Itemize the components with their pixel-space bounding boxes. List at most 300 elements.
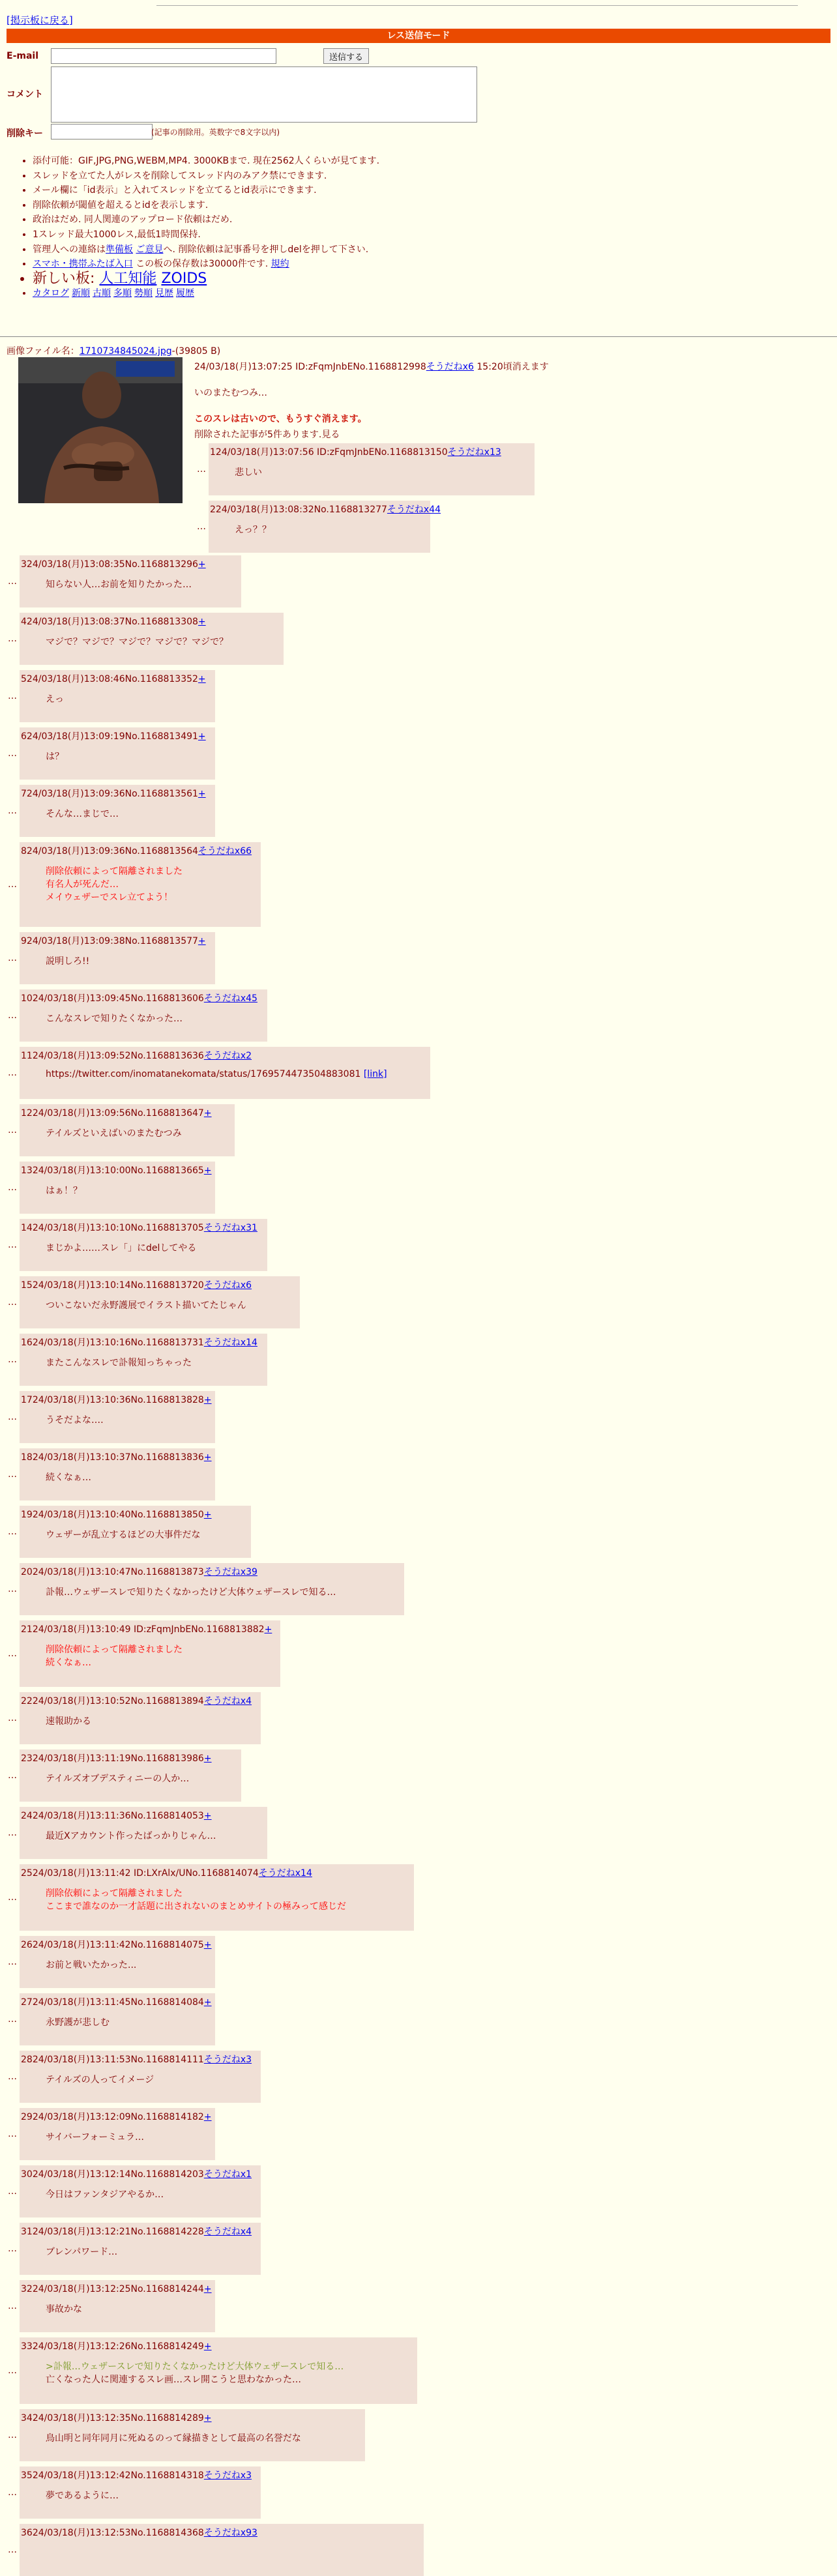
sodane-link[interactable]: そうだねx4 [203, 1696, 252, 1706]
reply-timestamp: 24/03/18(月)13:08:46No.1168813352 [26, 674, 198, 684]
reply-ellipsis: … [8, 576, 17, 587]
reply-timestamp: 24/03/18(月)13:10:47No.1168813873 [32, 1567, 204, 1577]
reply-body [46, 2073, 154, 2086]
reply-header [21, 1164, 212, 1177]
reply-number: 16 [21, 1338, 33, 1348]
sodane-link[interactable]: + [203, 1108, 212, 1119]
reply-ellipsis: … [8, 2487, 17, 2498]
reply-timestamp: 24/03/18(月)13:12:21No.1168814228 [32, 2227, 204, 2237]
sodane-link[interactable]: そうだねx3 [203, 2470, 252, 2481]
rule-item: • スレッドを立てた人がレスを削除してスレッド内のみアク禁にできます. [33, 169, 750, 184]
reply-post [20, 1391, 215, 1443]
reply-header [21, 2468, 252, 2481]
reply-post [20, 1864, 414, 1931]
email-label: E-mail [7, 51, 39, 61]
reply-post [20, 1993, 215, 2045]
sodane-link[interactable]: そうだねx14 [258, 1868, 312, 1879]
sodane-link[interactable]: + [203, 1395, 212, 1405]
reply-line: うそだよな‥‥ [46, 1415, 104, 1426]
reply-timestamp: 24/03/18(月)13:09:45No.1168813606 [32, 993, 204, 1004]
keep-count-text: この板の保存数は30000件です. [136, 259, 269, 270]
reply-ellipsis: … [8, 691, 17, 701]
external-link[interactable]: [link] [363, 1069, 387, 1079]
reply-body [46, 2245, 117, 2258]
sodane-link[interactable]: + [264, 1624, 272, 1635]
rule-item-mobile [33, 257, 750, 272]
reply-line: えっ？？ [235, 525, 271, 535]
view-history-link[interactable]: 見歴 [155, 288, 173, 299]
reply-post [20, 1563, 404, 1615]
catalog-link[interactable]: カタログ [33, 288, 69, 299]
reply-post [20, 2165, 261, 2217]
reply-post [20, 555, 241, 607]
reply-ellipsis: … [8, 1713, 17, 1723]
reply-body [46, 2302, 82, 2315]
reply-number: 3 [21, 559, 27, 570]
reply-line: えっ [46, 694, 64, 705]
reply-body [46, 1069, 387, 1079]
sodane-link[interactable]: そうだねx31 [203, 1223, 257, 1233]
reply-header [21, 2526, 257, 2539]
reply-post [20, 2280, 215, 2332]
sodane-link[interactable]: + [203, 1510, 212, 1520]
reply-timestamp: 24/03/18(月)13:09:36No.1168813564 [26, 846, 198, 856]
reply-line: 事故かな [46, 2304, 82, 2315]
reply-header [21, 844, 252, 857]
email-field[interactable] [51, 48, 276, 64]
reply-timestamp: 24/03/18(月)13:12:53No.1168814368 [32, 2528, 204, 2538]
sodane-link[interactable]: + [203, 1997, 212, 2008]
board-rules [16, 154, 750, 301]
sodane-link[interactable]: そうだねx39 [203, 1567, 257, 1577]
reply-post [20, 2223, 261, 2275]
reply-line: ここまで誰なのか一才話題に出されないのまとめサイトの極みって感じだ [46, 1901, 347, 1912]
reply-header [21, 1938, 212, 1951]
sodane-link[interactable]: + [203, 2284, 212, 2294]
reply-timestamp: 24/03/18(月)13:10:16No.1168813731 [32, 1338, 204, 1348]
reply-post [20, 1620, 280, 1687]
reply-body [46, 2015, 110, 2028]
reply-ellipsis: … [8, 1354, 17, 1365]
reply-body [46, 1528, 200, 1541]
reply-line: ブレンパワード… [46, 2247, 118, 2257]
reply-post [20, 1448, 215, 1500]
reply-number: 19 [21, 1510, 33, 1520]
reply-ellipsis: … [8, 1125, 17, 1135]
reply-timestamp: 24/03/18(月)13:08:35No.1168813296 [26, 559, 198, 570]
reply-post [20, 727, 215, 780]
reply-post [20, 2524, 424, 2576]
reply-post [20, 1334, 267, 1386]
reply-number: 10 [21, 993, 33, 1004]
reply-number: 1 [210, 447, 216, 458]
reply-header [21, 2167, 252, 2180]
sodane-link[interactable]: + [203, 1452, 212, 1463]
reply-number: 22 [21, 1696, 33, 1706]
reply-number: 2 [210, 505, 216, 515]
reply-line: https://twitter.com/inomatanekomata/status/1769574473504883081 [link] [46, 1069, 387, 1079]
reply-timestamp: 24/03/18(月)13:09:56No.1168813647 [32, 1108, 204, 1119]
reply-timestamp: 24/03/18(月)13:12:09No.1168814182 [32, 2112, 204, 2122]
reply-post [20, 785, 215, 837]
reply-timestamp: 24/03/18(月)13:12:35No.1168814289 [32, 2413, 204, 2423]
reply-ellipsis: … [8, 879, 17, 890]
reply-post [20, 1219, 267, 1271]
reply-post [20, 2051, 261, 2103]
reply-post [20, 1807, 267, 1859]
reply-number: 33 [21, 2341, 33, 2352]
reply-line: まじかよ……スレ「」にdelしてやる [46, 1243, 197, 1253]
reply-ellipsis: … [8, 1182, 17, 1193]
reply-timestamp: 24/03/18(月)13:07:56 ID:zFqmJnbENo.1168813150 [215, 447, 448, 458]
reply-ellipsis: … [8, 1770, 17, 1781]
reply-ellipsis: … [8, 634, 17, 644]
reply-timestamp: 24/03/18(月)13:10:37No.1168813836 [32, 1452, 204, 1463]
reply-line: またこんなスレで訃報知っちゃった [46, 1358, 192, 1368]
reply-timestamp: 24/03/18(月)13:11:42 ID:LXrAlx/UNo.1168814074 [32, 1868, 259, 1879]
reply-line: メイウェザーでスレ立てよう！ [46, 892, 173, 903]
mobile-entry-link[interactable]: スマホ・携帯ふたば入口 [33, 259, 133, 270]
reply-timestamp: 24/03/18(月)13:11:36No.1168814053 [32, 1811, 204, 1821]
sodane-link[interactable]: + [203, 2112, 212, 2122]
sodane-link[interactable]: + [203, 1165, 212, 1176]
reply-body [46, 1413, 104, 1426]
reply-post [20, 2337, 417, 2404]
op-deleted-notice: 削除された記事が5件あります.見る [194, 430, 340, 440]
rule-item: • 削除依頼が閾値を超えるとidを表示します. [33, 198, 750, 213]
comment-field[interactable] [51, 66, 477, 123]
reply-header [21, 1809, 212, 1822]
reply-post [20, 842, 261, 927]
reply-timestamp: 24/03/18(月)13:12:14No.1168814203 [32, 2169, 204, 2180]
rule-contact-text: 管理人への連絡は [33, 244, 106, 255]
sodane-link[interactable]: そうだねx14 [203, 1338, 257, 1348]
reply-line: テイルズといえばいのまたむつみ [46, 1128, 182, 1139]
new-boards-label: 新しい板: [33, 270, 95, 287]
sodane-link[interactable]: + [203, 2341, 212, 2352]
reply-number: 26 [21, 1940, 33, 1950]
reply-ellipsis: … [8, 1297, 17, 1308]
reply-ellipsis: … [8, 953, 17, 963]
reply-ellipsis: … [8, 2244, 17, 2254]
reply-number: 34 [21, 2413, 33, 2423]
reply-number: 32 [21, 2284, 33, 2294]
sodane-link[interactable]: + [203, 1753, 212, 1764]
reply-header [21, 1866, 312, 1879]
sodane-link[interactable]: そうだねx13 [447, 447, 501, 458]
sort-new-link[interactable]: 新順 [72, 288, 90, 299]
reply-timestamp: 24/03/18(月)13:09:38No.1168813577 [26, 936, 198, 946]
op-expire-warning: このスレは古いので、もうすぐ消えます。 [194, 414, 367, 424]
reply-line: 説明しろ!! [46, 956, 90, 967]
reply-post [20, 1276, 300, 1328]
reply-line: 続くなぁ… [46, 1658, 91, 1668]
reply-body [46, 2431, 301, 2444]
reply-header [21, 729, 206, 742]
reply-number: 24 [21, 1811, 33, 1821]
feedback-link[interactable]: ご意見 [136, 244, 164, 255]
reply-line: は？ [46, 752, 64, 762]
reply-header [21, 934, 206, 947]
reply-number: 18 [21, 1452, 33, 1463]
reply-body [46, 2360, 344, 2386]
reply-line: 削除依頼によって隔離されました [46, 866, 183, 877]
send-button[interactable]: 送信する [323, 48, 369, 64]
reply-line: はぁ！？ [46, 1186, 82, 1196]
reply-post [20, 989, 267, 1042]
reply-line: サイバーフォーミュラ… [46, 2132, 145, 2143]
sodane-link[interactable]: + [198, 789, 206, 799]
reply-line: 削除依頼によって隔離されました [46, 1645, 183, 1655]
delete-key-field[interactable] [51, 124, 153, 139]
sodane-link[interactable]: そうだねx4 [203, 2227, 252, 2237]
sodane-link[interactable]: そうだねx1 [203, 2169, 252, 2180]
delete-key-label: 削除キー [7, 128, 43, 139]
reply-number: 14 [21, 1223, 33, 1233]
op-file-line [7, 344, 220, 357]
reply-ellipsis: … [8, 748, 17, 759]
reply-timestamp: 24/03/18(月)13:08:32No.1168813277 [215, 505, 387, 515]
reply-header [21, 1995, 212, 2008]
reply-number: 13 [21, 1165, 33, 1176]
reply-line: 亡くなった人に関連するスレ画…スレ開こうと思わなかった… [46, 2375, 301, 2385]
op-expire-time: 15:20頃消えます [477, 362, 549, 372]
reply-timestamp: 24/03/18(月)13:10:14No.1168813720 [32, 1280, 204, 1291]
sodane-link[interactable]: そうだねx2 [203, 1051, 252, 1061]
reply-post [20, 932, 215, 984]
reply-header [21, 1393, 212, 1406]
reply-number: 5 [21, 674, 27, 684]
reply-body [46, 1012, 183, 1025]
reply-line: テイルズオブデスティニーの人か… [46, 1774, 190, 1784]
reply-number: 11 [21, 1051, 33, 1061]
reply-header [21, 2339, 212, 2352]
reply-line: 速報助かる [46, 1716, 91, 1727]
reply-line: 永野護が悲しむ [46, 2017, 110, 2028]
reply-number: 31 [21, 2227, 33, 2237]
reply-body [235, 523, 271, 536]
reply-ellipsis: … [8, 806, 17, 816]
op-thumbnail-image[interactable] [18, 357, 183, 503]
reply-ellipsis: … [8, 1648, 17, 1659]
prep-board-link[interactable]: 準備板 [106, 244, 133, 255]
reply-header [21, 787, 206, 800]
reply-ellipsis: … [8, 1957, 17, 1967]
reply-body [46, 1126, 182, 1139]
reply-ellipsis: … [8, 2430, 17, 2440]
reply-line: 最近Xアカウント作ったばっかりじゃん… [46, 1831, 216, 1841]
reply-post [20, 613, 284, 665]
reply-header [21, 1049, 252, 1062]
sodane-link[interactable]: + [198, 617, 206, 627]
reply-timestamp: 24/03/18(月)13:12:26No.1168814249 [32, 2341, 204, 2352]
reply-post [20, 2466, 261, 2519]
back-to-board-link[interactable]: [掲示板に戻る] [7, 14, 73, 26]
sodane-link[interactable]: + [198, 674, 206, 684]
reply-header [21, 2110, 212, 2123]
reply-ellipsis: … [8, 1527, 17, 1537]
file-size: -(39805 B) [171, 346, 221, 357]
reply-ellipsis: … [197, 464, 206, 475]
reply-body [46, 1772, 189, 1785]
reply-mode-banner: レス送信モード [7, 29, 830, 43]
reply-number: 25 [21, 1868, 33, 1879]
reply-number: 8 [21, 846, 27, 856]
op-text: いのまたむつみ… [194, 388, 267, 398]
sodane-link[interactable]: そうだねx93 [203, 2528, 257, 2538]
new-boards [33, 272, 750, 287]
file-label: 画像ファイル名： [7, 346, 80, 357]
reply-post [209, 443, 535, 495]
reply-body [46, 807, 119, 820]
sodane-link[interactable]: + [198, 559, 206, 570]
reply-number: 9 [21, 936, 27, 946]
sodane-link[interactable]: そうだねx45 [203, 993, 257, 1004]
reply-number: 15 [21, 1280, 33, 1291]
reply-ellipsis: … [8, 2301, 17, 2311]
reply-post [20, 2108, 215, 2160]
sodane-link[interactable]: そうだねx6 [203, 1280, 252, 1291]
reply-header [21, 672, 206, 685]
reply-body [46, 1471, 91, 1484]
reply-line: ウェザーが乱立するほどの大事件だな [46, 1530, 201, 1540]
sodane-link[interactable]: + [198, 936, 206, 946]
reply-body [46, 954, 89, 967]
reply-body [46, 864, 183, 903]
reply-timestamp: 24/03/18(月)13:11:45No.1168814084 [32, 1997, 204, 2008]
reply-body [46, 750, 64, 763]
rule-item: • 1スレッド最大1000レス,最低1時間保持. [33, 227, 750, 242]
reply-line: >訃報…ウェザースレで知りたくなかったけど大体ウェザースレで知る… [46, 2362, 344, 2372]
sodane-link[interactable]: + [203, 1811, 212, 1821]
reply-header [21, 1751, 212, 1764]
reply-ellipsis: … [8, 1892, 17, 1903]
reply-header [21, 1278, 252, 1291]
reply-body [46, 2489, 119, 2502]
reply-header [210, 503, 441, 516]
reply-header [21, 1221, 257, 1234]
reply-number: 28 [21, 2055, 33, 2065]
op-header [194, 360, 549, 373]
reply-number: 20 [21, 1567, 33, 1577]
reply-line: 有名人が死んだ… [46, 879, 119, 890]
reply-number: 4 [21, 617, 27, 627]
reply-number: 17 [21, 1395, 33, 1405]
history-link[interactable]: 履歴 [176, 288, 194, 299]
reply-body [46, 1184, 82, 1197]
top-divider [156, 5, 798, 6]
reply-ellipsis: … [8, 2071, 17, 2082]
reply-line: マジで？マジで？マジで？マジで？マジで？ [46, 637, 228, 647]
rule-item: • メール欄に「id表示」と入れてスレッドを立てるとid表示にできます. [33, 183, 750, 198]
reply-body [46, 1585, 336, 1598]
reply-post [20, 1506, 251, 1558]
reply-header [21, 1508, 212, 1521]
reply-number: 12 [21, 1108, 33, 1119]
reply-post [20, 1104, 235, 1156]
reply-number: 35 [21, 2470, 33, 2481]
reply-timestamp: 24/03/18(月)13:10:40No.1168813850 [32, 1510, 204, 1520]
reply-body [46, 1643, 183, 1669]
sodane-link[interactable]: そうだねx3 [203, 2055, 252, 2065]
sodane-link[interactable]: + [203, 2413, 212, 2423]
catalog-links [33, 286, 750, 301]
rule-item: • 政治はだめ. 同人関連のアップロード依頼はだめ. [33, 212, 750, 227]
reply-body [46, 1356, 192, 1369]
reply-post [20, 1162, 215, 1214]
reply-body [46, 1829, 216, 1842]
reply-ellipsis: … [8, 2014, 17, 2025]
op-sodane-link[interactable]: そうだねx6 [426, 362, 474, 372]
reply-line: 今日はファンタジアやるか… [46, 2189, 164, 2200]
reply-line: 知らない人…お前を知りたかった… [46, 579, 192, 590]
reply-timestamp: 24/03/18(月)13:10:00No.1168813665 [32, 1165, 204, 1176]
reply-line: こんなスレで知りたくなかった… [46, 1014, 183, 1024]
comment-label: コメント [7, 89, 43, 100]
sodane-link[interactable]: そうだねx66 [198, 846, 252, 856]
delete-key-note: (記事の削除用。英数字で8文字以内) [151, 128, 280, 137]
reply-timestamp: 24/03/18(月)13:08:37No.1168813308 [26, 617, 198, 627]
reply-timestamp: 24/03/18(月)13:10:36No.1168813828 [32, 1395, 204, 1405]
reply-number: 23 [21, 1753, 33, 1764]
reply-body [235, 465, 262, 478]
sodane-link[interactable]: + [203, 1940, 212, 1950]
reply-timestamp: 24/03/18(月)13:10:10No.1168813705 [32, 1223, 204, 1233]
sodane-link[interactable]: + [198, 731, 206, 742]
section-divider [0, 336, 837, 337]
reply-body [46, 1958, 136, 1971]
reply-number: 30 [21, 2169, 33, 2180]
reply-header [210, 445, 501, 458]
ai-board-link[interactable]: 人工知能 [99, 270, 157, 287]
reply-ellipsis: … [8, 2129, 17, 2139]
reply-number: 36 [21, 2528, 33, 2538]
reply-timestamp: 24/03/18(月)13:09:36No.1168813561 [26, 789, 198, 799]
reply-body [46, 2188, 164, 2201]
reply-ellipsis: … [8, 1469, 17, 1480]
zoids-board-link[interactable]: ZOIDS [161, 270, 207, 287]
reply-number: 29 [21, 2112, 33, 2122]
sodane-link[interactable]: そうだねx44 [387, 505, 441, 515]
reply-line: 夢であるように… [46, 2491, 119, 2501]
reply-line: 削除依頼によって隔離されました [46, 1888, 183, 1899]
reply-timestamp: 24/03/18(月)13:11:53No.1168814111 [32, 2055, 204, 2065]
reply-number: 7 [21, 789, 27, 799]
reply-header [21, 1694, 252, 1707]
reply-post [20, 670, 215, 722]
reply-post [209, 501, 441, 553]
terms-link[interactable]: 規約 [271, 259, 289, 270]
reply-ellipsis: … [197, 521, 206, 532]
reply-timestamp: 24/03/18(月)13:10:52No.1168813894 [32, 1696, 204, 1706]
reply-body [46, 1714, 91, 1727]
reply-header [21, 1565, 257, 1578]
sort-momentum-link[interactable]: 勢順 [134, 288, 153, 299]
sort-many-link[interactable]: 多順 [113, 288, 132, 299]
reply-header [21, 991, 257, 1004]
reply-ellipsis: … [8, 1010, 17, 1021]
reply-body [46, 578, 192, 591]
reply-number: 21 [21, 1624, 33, 1635]
reply-post [20, 1936, 215, 1988]
reply-timestamp: 24/03/18(月)13:11:19No.1168813986 [32, 1753, 204, 1764]
op-file-link[interactable]: 1710734845024.jpg [79, 346, 172, 357]
reply-ellipsis: … [8, 1240, 17, 1250]
reply-timestamp: 24/03/18(月)13:10:49 ID:zFqmJnbENo.1168813882 [32, 1624, 265, 1635]
reply-ellipsis: … [8, 1412, 17, 1422]
sort-old-link[interactable]: 古順 [93, 288, 111, 299]
reply-header [21, 1336, 257, 1349]
